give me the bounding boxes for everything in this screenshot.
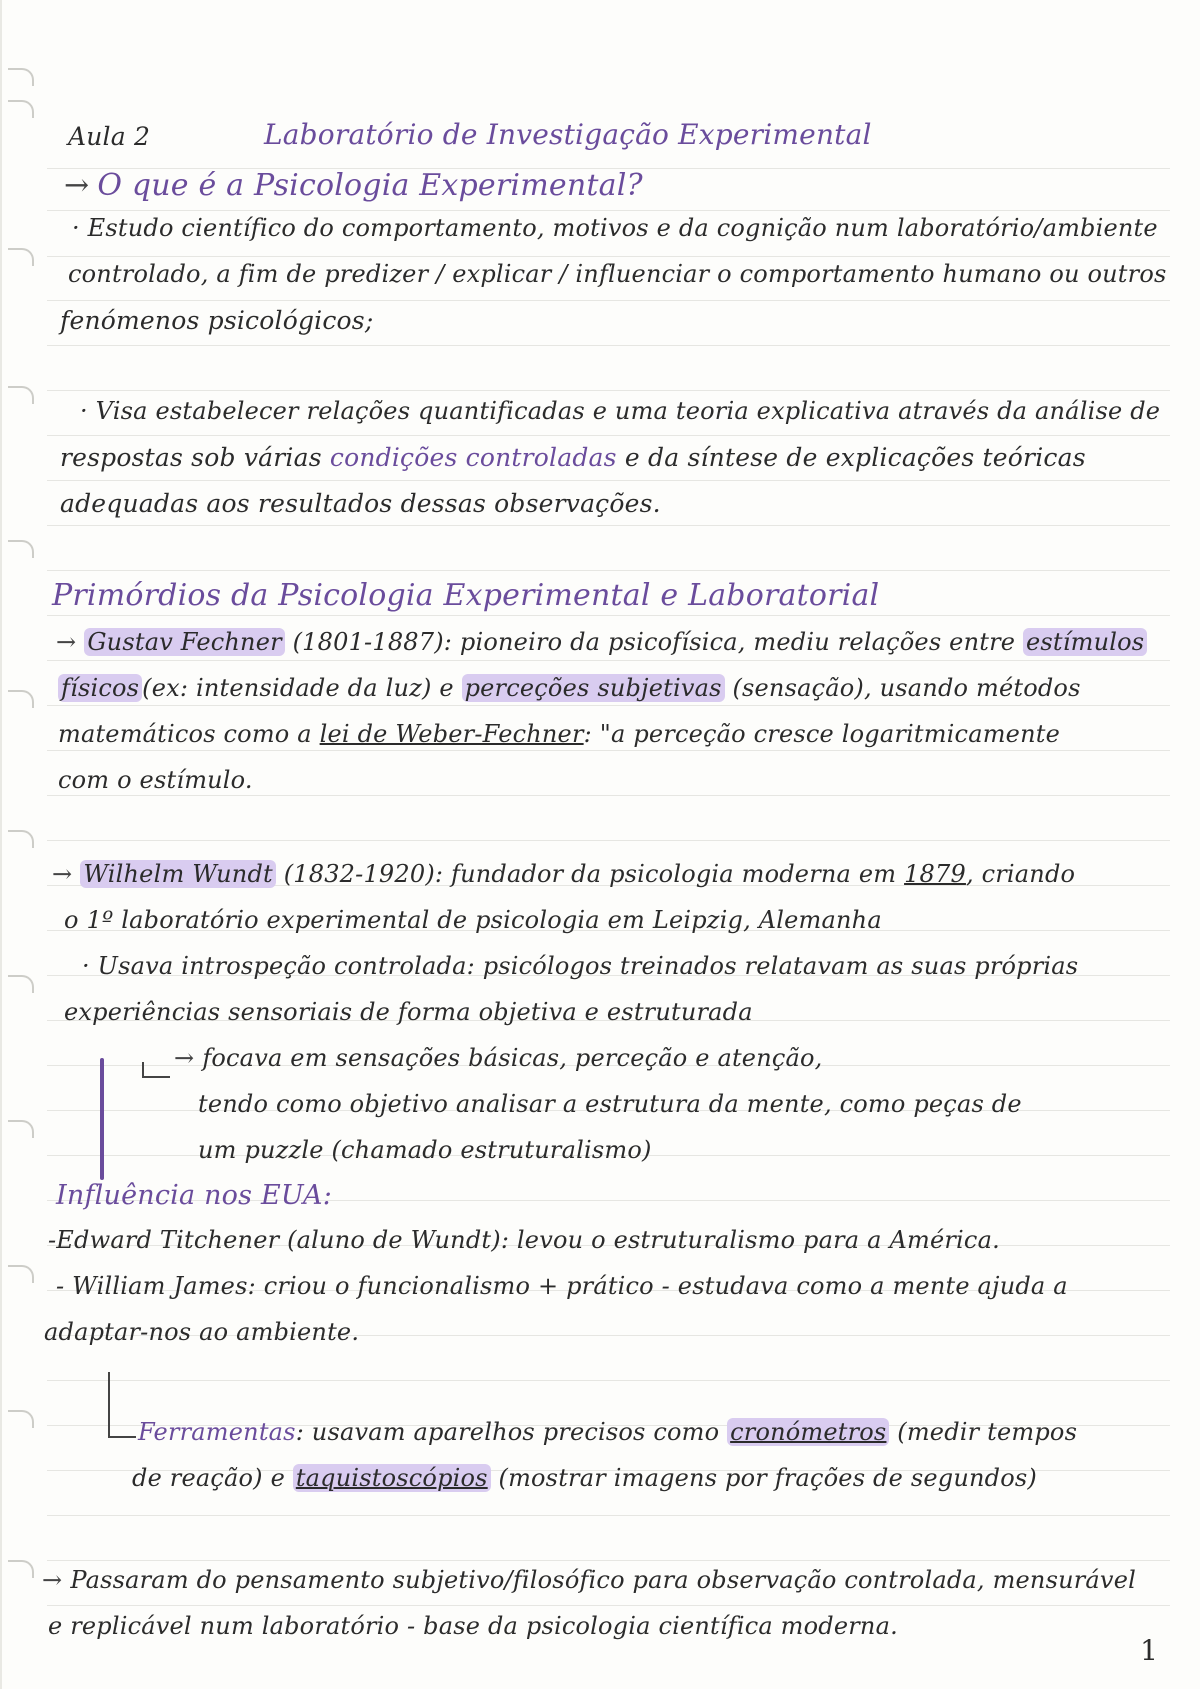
definition-line: fenómenos psicológicos;: [60, 306, 374, 335]
highlight-text: taquistoscópios: [293, 1464, 491, 1492]
question-heading: → O que é a Psicologia Experimental?: [64, 168, 643, 203]
wundt-line: → Wilhelm Wundt (1832-1920): fundador da psicologia moderna em 1879, criando: [52, 860, 1076, 888]
highlight-text: condições controladas: [329, 443, 617, 472]
arrow-right-icon: →: [64, 168, 90, 203]
binding-mark: [8, 830, 34, 848]
arrow-right-icon: →: [52, 860, 73, 888]
wundt-detail: tendo como objetivo analisar a estrutura da mente, como peças de: [198, 1090, 1022, 1118]
influence-line: - William James: criou o funcionalismo + prático - estudava como a mente ajuda a: [56, 1272, 1068, 1300]
definition-line: · Estudo científico do comportamento, motivos e da cognição num laboratório/ambiente: [72, 214, 1158, 242]
page-number: 1: [1140, 1634, 1158, 1667]
fechner-line: com o estímulo.: [58, 766, 253, 794]
purpose-line: adequadas aos resultados dessas observações.: [60, 489, 661, 518]
fechner-line: matemáticos como a lei de Weber-Fechner: "a perceção cresce logaritmicamente: [58, 720, 1060, 748]
year: 1879: [904, 860, 966, 888]
bracket-mark: [108, 1372, 136, 1438]
binding-mark: [8, 690, 34, 708]
wundt-detail: → focava em sensações básicas, perceção e atenção,: [174, 1044, 823, 1072]
wundt-line: · Usava introspeção controlada: psicólogos treinados relatavam as suas próprias: [82, 952, 1079, 980]
tools-line: Ferramentas: usavam aparelhos precisos como cronómetros (medir tempos: [138, 1418, 1078, 1446]
binding-mark: [8, 68, 34, 86]
wundt-line: o 1º laboratório experimental de psicologia em Leipzig, Alemanha: [64, 906, 882, 934]
wundt-line: experiências sensoriais de forma objetiva e estruturada: [64, 998, 753, 1026]
binding-mark: [8, 1265, 34, 1283]
binding-mark: [8, 386, 34, 404]
highlight-text: físicos: [58, 674, 142, 702]
arrow-elbow-icon: [142, 1062, 170, 1078]
fechner-line: → Gustav Fechner (1801-1887): pioneiro da psicofísica, mediu relações entre estímulos: [56, 628, 1147, 656]
purpose-line: respostas sob várias condições controladas e da síntese de explicações teóricas: [60, 443, 1086, 472]
conclusion-line: e replicável num laboratório - base da psicologia científica moderna.: [48, 1612, 898, 1640]
binding-mark: [8, 100, 34, 118]
law-name: lei de Weber-Fechner: [319, 720, 584, 748]
fechner-line: físicos (ex: intensidade da luz) e perceções subjetivas (sensação), usando métodos: [58, 674, 1081, 702]
fechner-name: Gustav Fechner: [84, 628, 284, 656]
influence-line: -Edward Titchener (aluno de Wundt): levou o estruturalismo para a América.: [48, 1226, 1000, 1254]
page-title: Laboratório de Investigação Experimental: [264, 118, 872, 151]
arrow-right-icon: →: [56, 628, 77, 656]
arrow-right-icon: →: [174, 1044, 195, 1072]
highlight-text: estímulos: [1023, 628, 1147, 656]
wundt-name: Wilhelm Wundt: [80, 860, 276, 888]
wundt-detail: um puzzle (chamado estruturalismo): [198, 1136, 652, 1164]
binding-mark: [8, 248, 34, 266]
binding-mark: [8, 1560, 34, 1578]
purpose-line: · Visa estabelecer relações quantificadas e uma teoria explicativa através da análise de: [80, 397, 1161, 425]
section-heading: Influência nos EUA:: [56, 1180, 332, 1211]
binding-mark: [8, 1410, 34, 1428]
margin-bar: [100, 1058, 104, 1180]
binding-mark: [8, 540, 34, 558]
highlight-text: perceções subjetivas: [462, 674, 725, 702]
highlight-text: cronómetros: [727, 1418, 889, 1446]
binding-mark: [8, 1120, 34, 1138]
definition-line: controlado, a fim de predizer / explicar / influenciar o comportamento humano ou outros: [68, 260, 1167, 288]
lesson-label: Aula 2: [68, 122, 151, 151]
conclusion-line: → Passaram do pensamento subjetivo/filosófico para observação controlada, mensurável: [42, 1566, 1136, 1594]
arrow-right-icon: →: [42, 1566, 63, 1594]
influence-line: adaptar-nos ao ambiente.: [44, 1318, 360, 1346]
section-heading: Primórdios da Psicologia Experimental e Laboratorial: [52, 578, 880, 613]
binding-mark: [8, 975, 34, 993]
tools-line: de reação) e taquistoscópios (mostrar imagens por frações de segundos): [132, 1464, 1037, 1492]
tools-label: Ferramentas: [138, 1418, 296, 1446]
